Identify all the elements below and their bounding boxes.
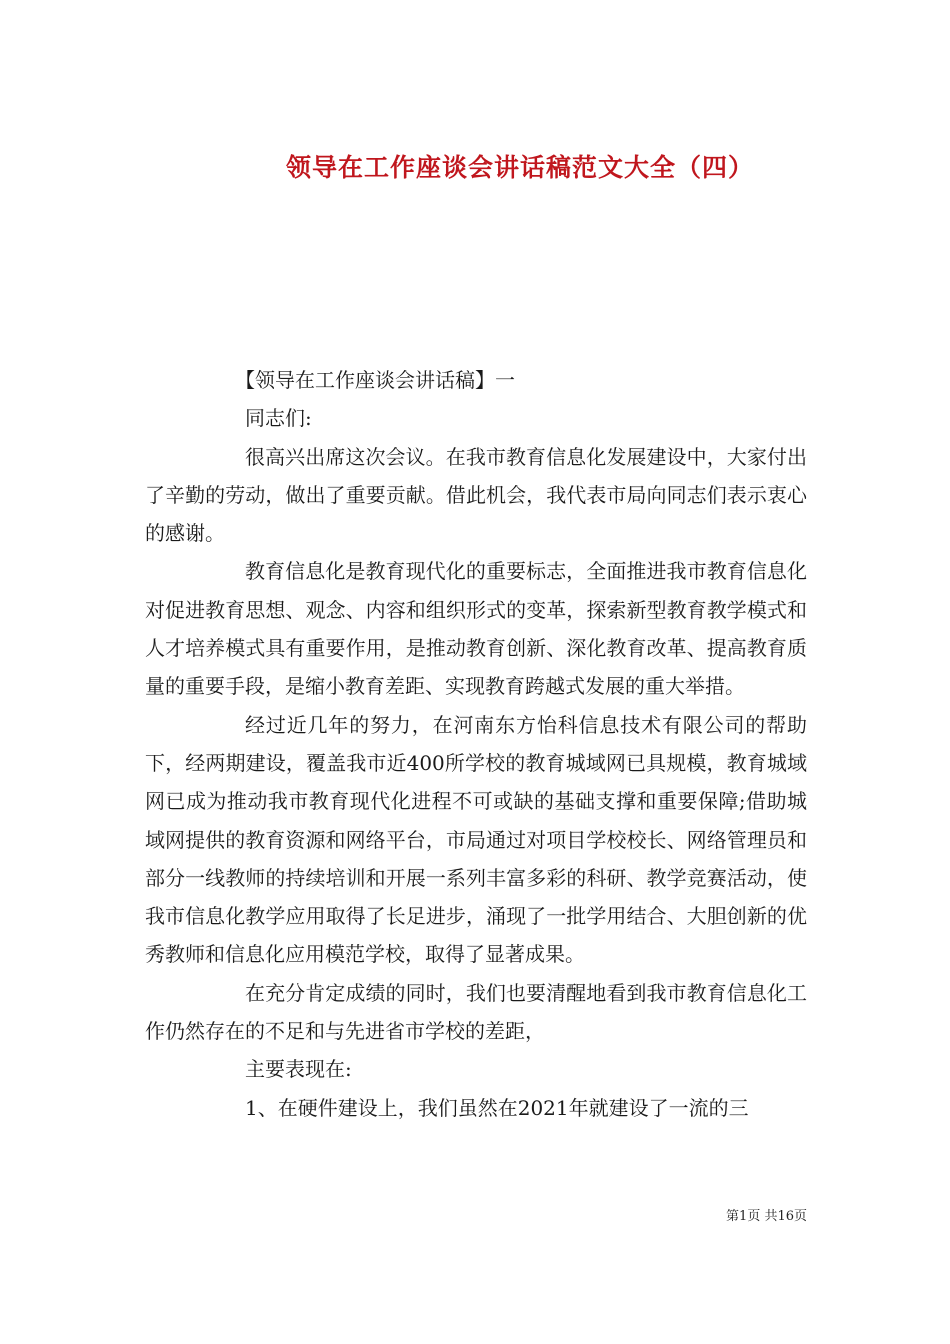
salutation: 同志们: bbox=[245, 406, 312, 431]
document-title: 领导在工作座谈会讲话稿范文大全（四） bbox=[285, 152, 754, 182]
paragraph: 很高兴出席这次会议。在我市教育信息化发展建设中，大家付出了辛勤的劳动，做出了重要贡献。借此机会，我代表市局向同志们表示衷心的感谢。 bbox=[145, 444, 807, 546]
paragraph: 1、在硬件建设上，我们虽然在2021年就建设了一流的三 bbox=[245, 1095, 749, 1120]
section-heading: 【领导在工作座谈会讲话稿】一 bbox=[235, 368, 515, 392]
paragraph: 主要表现在: bbox=[245, 1057, 352, 1082]
paragraph: 经过近几年的努力，在河南东方怡科信息技术有限公司的帮助下，经两期建设，覆盖我市近400所学校的教育城域网已具规模，教育城域网已成为推动我市教育现代化进程不可或缺的基础支撑和重要保障;借助城域网提供的教育资源和网络平台，市局通过对项目学校校长、网络管理员和部分一线教师的持续培训和开展一系列丰富多彩的科研、教学竞赛活动，使我市信息化教学应用取得了长足进步，涌现了一批学用结合、大胆创新的优秀教师和信息化应用模范学校，取得了显著成果。 bbox=[145, 712, 807, 967]
paragraph: 在充分肯定成绩的同时，我们也要清醒地看到我市教育信息化工作仍然存在的不足和与先进省市学校的差距， bbox=[145, 980, 807, 1044]
page-footer: 第1页 共16页 bbox=[726, 1209, 807, 1224]
paragraph: 教育信息化是教育现代化的重要标志，全面推进我市教育信息化对促进教育思想、观念、内容和组织形式的变革，探索新型教育教学模式和人才培养模式具有重要作用，是推动教育创新、深化教育改革、提高教育质量的重要手段，是缩小教育差距、实现教育跨越式发展的重大举措。 bbox=[145, 559, 807, 699]
document-body bbox=[145, 361, 807, 1127]
